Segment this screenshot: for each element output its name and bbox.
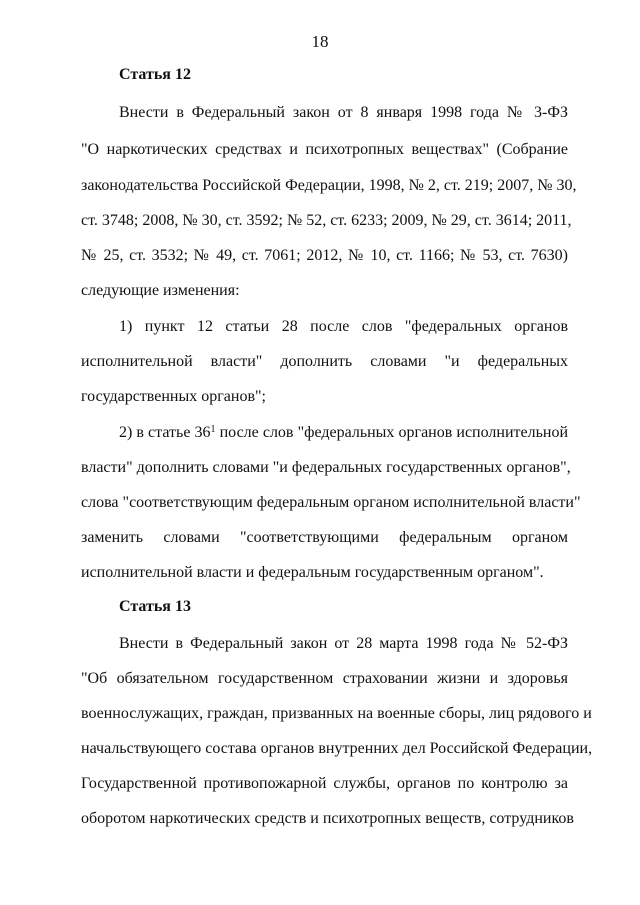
item-2-line: исполнительной власти и федеральным государственным органом". (81, 564, 544, 581)
article-13-line: Государственной противопожарной службы, органов по контролю за (81, 775, 568, 792)
article-12-line: № 25, ст. 3532; № 49, ст. 7061; 2012, № 10, ст. 1166; № 53, ст. 7630) (81, 247, 568, 264)
article-13-line: военнослужащих, граждан, призванных на военные сборы, лиц рядового и (81, 705, 592, 722)
item-2-suffix: после слов "федеральных органов исполнительной (215, 424, 569, 441)
item-2-superscript: 1 (210, 424, 216, 435)
page-number: 18 (311, 32, 329, 51)
article-12-line: законодательства Российской Федерации, 1998, № 2, ст. 219; 2007, № 30, (81, 177, 577, 194)
article-13-heading: Статья 13 (119, 598, 191, 615)
item-2-line: слова "соответствующим федеральным органом исполнительной власти" (81, 494, 581, 511)
item-2-prefix: 2) в статье 36 (119, 424, 211, 441)
item-1-line: исполнительной власти" дополнить словами "и федеральных (81, 353, 568, 370)
item-1-line: государственных органов"; (81, 388, 266, 405)
article-12-line: "О наркотических средствах и психотропных веществах" (Собрание (81, 141, 568, 158)
article-12-line: ст. 3748; 2008, № 30, ст. 3592; № 52, ст. 6233; 2009, № 29, ст. 3614; 2011, (81, 212, 572, 229)
article-13-line: Внести в Федеральный закон от 28 марта 1998 года № 52-ФЗ (119, 635, 568, 652)
article-12-line: следующие изменения: (81, 282, 240, 299)
item-2-line: власти" дополнить словами "и федеральных государственных органов", (81, 459, 571, 476)
article-13-line: начальствующего состава органов внутренних дел Российской Федерации, (81, 740, 593, 757)
item-2-first-line (119, 423, 568, 443)
article-13-line: "Об обязательном государственном страховании жизни и здоровья (81, 670, 568, 687)
item-2-line: заменить словами "соответствующими федеральным органом (81, 529, 568, 546)
article-13-line: оборотом наркотических средств и психотропных веществ, сотрудников (81, 810, 574, 827)
item-1-line: 1) пункт 12 статьи 28 после слов "федеральных органов (119, 318, 568, 335)
article-12-heading: Статья 12 (119, 66, 191, 83)
article-12-line: Внести в Федеральный закон от 8 января 1998 года № 3-ФЗ (119, 104, 568, 121)
